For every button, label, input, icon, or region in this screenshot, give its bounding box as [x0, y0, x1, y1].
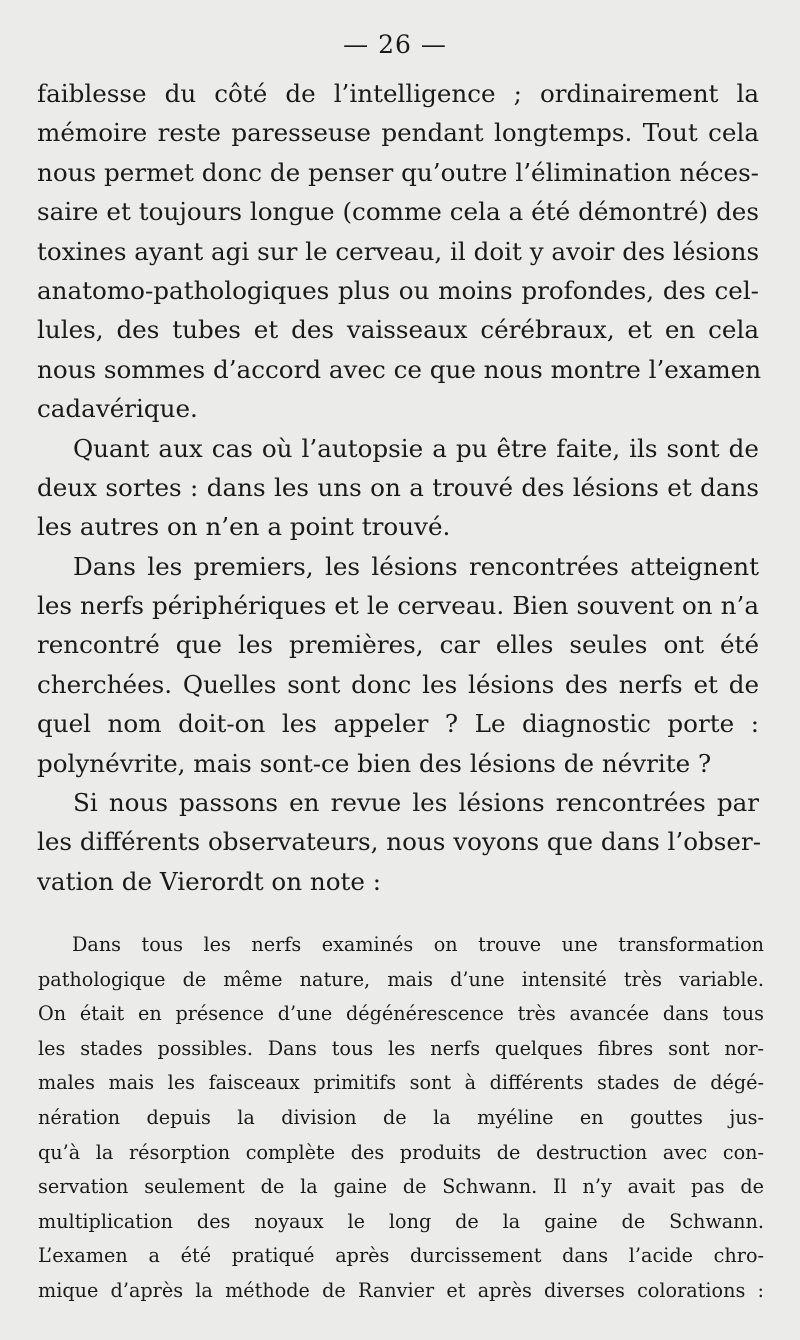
body-text — [37, 74, 762, 901]
body-line: les nerfs périphériques et le cerveau. Bien souvent on n’a — [37, 591, 759, 621]
body-line: les autres on n’en a point trouvé. — [37, 512, 451, 542]
body-line: faiblesse du côté de l’intelligence ; ordinairement la — [37, 79, 759, 108]
quote-line: multiplication des noyaux le long de la gaine de Schwann. — [38, 1209, 764, 1233]
quote-line: Dans tous les nerfs examinés on trouve une transformation — [72, 933, 764, 956]
body-line: nous permet donc de penser qu’outre l’élimination néces- — [37, 157, 759, 187]
body-line: Quant aux cas où l’autopsie a pu être faite, ils sont de — [73, 433, 759, 463]
body-line: les différents observateurs, nous voyons que dans l’obser- — [37, 827, 762, 857]
quote-line: males mais les faisceaux primitifs sont à différents stades de dégé- — [38, 1071, 764, 1095]
body-line: cadavérique. — [37, 394, 198, 424]
body-line: deux sortes : dans les uns on a trouvé des lésions et dans — [37, 472, 759, 502]
body-line: Dans les premiers, les lésions rencontrées atteignent — [73, 551, 759, 581]
quote-line: On était en présence d’une dégénérescence très avancée dans tous — [38, 1002, 764, 1026]
body-line: mémoire reste paresseuse pendant longtemps. Tout cela — [37, 118, 759, 148]
body-line: cherchées. Quelles sont donc les lésions des nerfs et de — [37, 669, 759, 699]
body-line: vation de Vierordt on note : — [37, 866, 382, 896]
quote-line: pathologique de même nature, mais d’une intensité très variable. — [38, 967, 764, 991]
quote-line: les stades possibles. Dans tous les nerfs quelques fibres sont nor- — [38, 1036, 764, 1060]
body-line: rencontré que les premières, car elles seules ont été — [37, 630, 759, 660]
quote-line: L’examen a été pratiqué après durcissement dans l’acide chro- — [38, 1244, 764, 1268]
body-line: nous sommes d’accord avec ce que nous montre l’examen — [37, 354, 762, 384]
quoted-observation — [38, 928, 764, 1309]
quote-line: qu’à la résorption complète des produits de destruction avec con- — [38, 1140, 764, 1164]
page-number: — 26 — — [343, 30, 447, 59]
body-line: toxines ayant agi sur le cerveau, il doit y avoir des lésions — [37, 236, 760, 266]
quote-line: nération depuis la division de la myéline en gouttes jus- — [38, 1105, 764, 1129]
quote-line: servation seulement de la gaine de Schwann. Il n’y avait pas de — [38, 1175, 764, 1199]
body-line: saire et toujours longue (comme cela a été démontré) des — [37, 197, 759, 227]
body-line: Si nous passons en revue les lésions rencontrées par — [73, 788, 759, 818]
body-line: lules, des tubes et des vaisseaux cérébraux, et en cela — [37, 315, 759, 345]
body-line: quel nom doit-on les appeler ? Le diagnostic porte : — [37, 709, 759, 739]
quote-line: mique d’après la méthode de Ranvier et après diverses colorations : — [38, 1278, 764, 1302]
body-line: anatomo-pathologiques plus ou moins profondes, des cel- — [37, 275, 759, 305]
body-line: polynévrite, mais sont-ce bien des lésions de névrite ? — [37, 748, 712, 778]
